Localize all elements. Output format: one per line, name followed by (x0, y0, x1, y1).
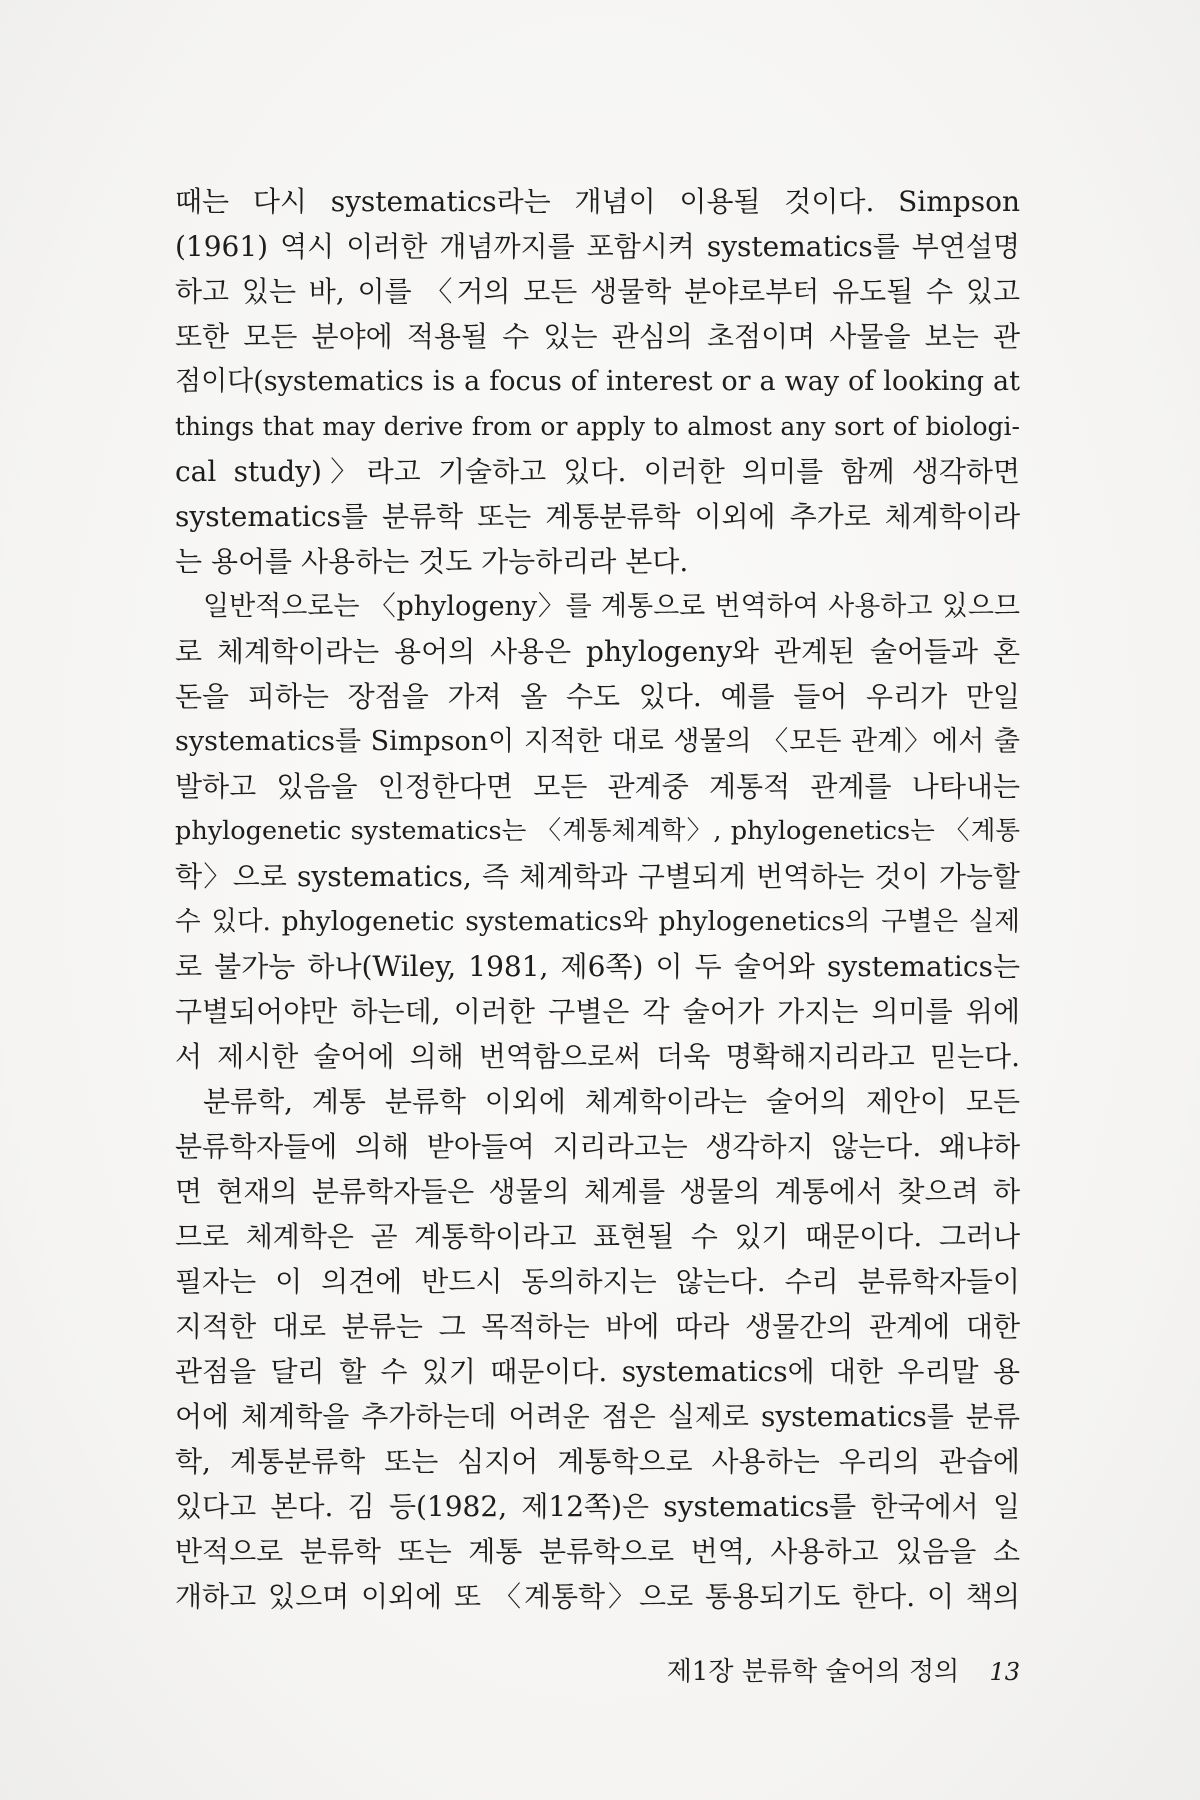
text-line: 어에 체계학을 추가하는데 어려운 점은 실제로 systematics를 분류 (175, 1400, 1020, 1433)
page-footer (610, 1652, 1020, 1692)
text-line: 발하고 있음을 인정한다면 모든 관계중 계통적 관계를 나타내는 (175, 770, 1020, 803)
text-line: 수 있다. phylogenetic systematics와 phylogenetics의 구별은 실제 (175, 906, 1020, 937)
text-line: systematics를 분류학 또는 계통분류학 이외에 추가로 체계학이라 (175, 500, 1020, 533)
text-line: things that may derive from or apply to almost any sort of biologi- (175, 412, 1020, 441)
page-number: 13 (989, 1658, 1020, 1686)
text-line: 필자는 이 의견에 반드시 동의하지는 않는다. 수리 분류학자들이 (175, 1265, 1020, 1298)
body-text (175, 179, 1020, 1619)
text-line: cal study)〉라고 기술하고 있다. 이러한 의미를 함께 생각하면 (175, 455, 1020, 488)
text-line: 학, 계통분류학 또는 심지어 계통학으로 사용하는 우리의 관습에 (175, 1445, 1020, 1478)
text-line: (1961) 역시 이러한 개념까지를 포함시켜 systematics를 부연설명 (175, 230, 1020, 263)
text-line: 관점을 달리 할 수 있기 때문이다. systematics에 대한 우리말 용 (175, 1355, 1020, 1388)
text-line: 있다고 본다. 김 등(1982, 제12쪽)은 systematics를 한국에서 일 (175, 1490, 1020, 1523)
text-line: 로 체계학이라는 용어의 사용은 phylogeny와 관계된 술어들과 혼 (175, 635, 1020, 668)
text-line: 점이다(systematics is a focus of interest or a way of looking at (175, 366, 1020, 397)
text-line: 또한 모든 분야에 적용될 수 있는 관심의 초점이며 사물을 보는 관 (175, 320, 1020, 353)
text-line: 므로 체계학은 곧 계통학이라고 표현될 수 있기 때문이다. 그러나 (175, 1220, 1020, 1253)
text-line: 분류학자들에 의해 받아들여 지리라고는 생각하지 않는다. 왜냐하 (175, 1130, 1020, 1163)
text-line: 반적으로 분류학 또는 계통 분류학으로 번역, 사용하고 있음을 소 (175, 1535, 1020, 1568)
text-line: 학〉으로 systematics, 즉 체계학과 구별되게 번역하는 것이 가능할 (175, 860, 1020, 893)
text-line: 로 불가능 하나(Wiley, 1981, 제6쪽) 이 두 술어와 systematics는 (175, 950, 1020, 983)
text-line: 돈을 피하는 장점을 가져 올 수도 있다. 예를 들어 우리가 만일 (175, 680, 1020, 713)
text-line: 지적한 대로 분류는 그 목적하는 바에 따라 생물간의 관계에 대한 (175, 1310, 1020, 1343)
text-line: 면 현재의 분류학자들은 생물의 체계를 생물의 계통에서 찾으려 하 (175, 1175, 1020, 1208)
text-line: 는 용어를 사용하는 것도 가능하리라 본다. (175, 545, 689, 578)
text-line: 하고 있는 바, 이를 〈거의 모든 생물학 분야로부터 유도될 수 있고 (175, 275, 1020, 308)
paragraph-start-line: 분류학, 계통 분류학 이외에 체계학이라는 술어의 제안이 모든 (203, 1085, 1020, 1118)
text-line: systematics를 Simpson이 지적한 대로 생물의 〈모든 관계〉에서 출 (175, 726, 1020, 757)
text-line: 구별되어야만 하는데, 이러한 구별은 각 술어가 가지는 의미를 위에 (175, 995, 1020, 1028)
text-line: 개하고 있으며 이외에 또 〈계통학〉으로 통용되기도 한다. 이 책의 (175, 1580, 1020, 1613)
text-line: 서 제시한 술어에 의해 번역함으로써 더욱 명확해지리라고 믿는다. (175, 1040, 1020, 1073)
text-line: phylogenetic systematics는 〈계통체계학〉, phylogenetics는 〈계통 (175, 816, 1020, 846)
text-line: 때는 다시 systematics라는 개념이 이용될 것이다. Simpson (175, 185, 1020, 218)
paragraph-start-line: 일반적으로는 〈phylogeny〉를 계통으로 번역하여 사용하고 있으므 (203, 591, 1020, 622)
running-footer-chapter: 제1장 분류학 술어의 정의 (666, 1657, 960, 1687)
